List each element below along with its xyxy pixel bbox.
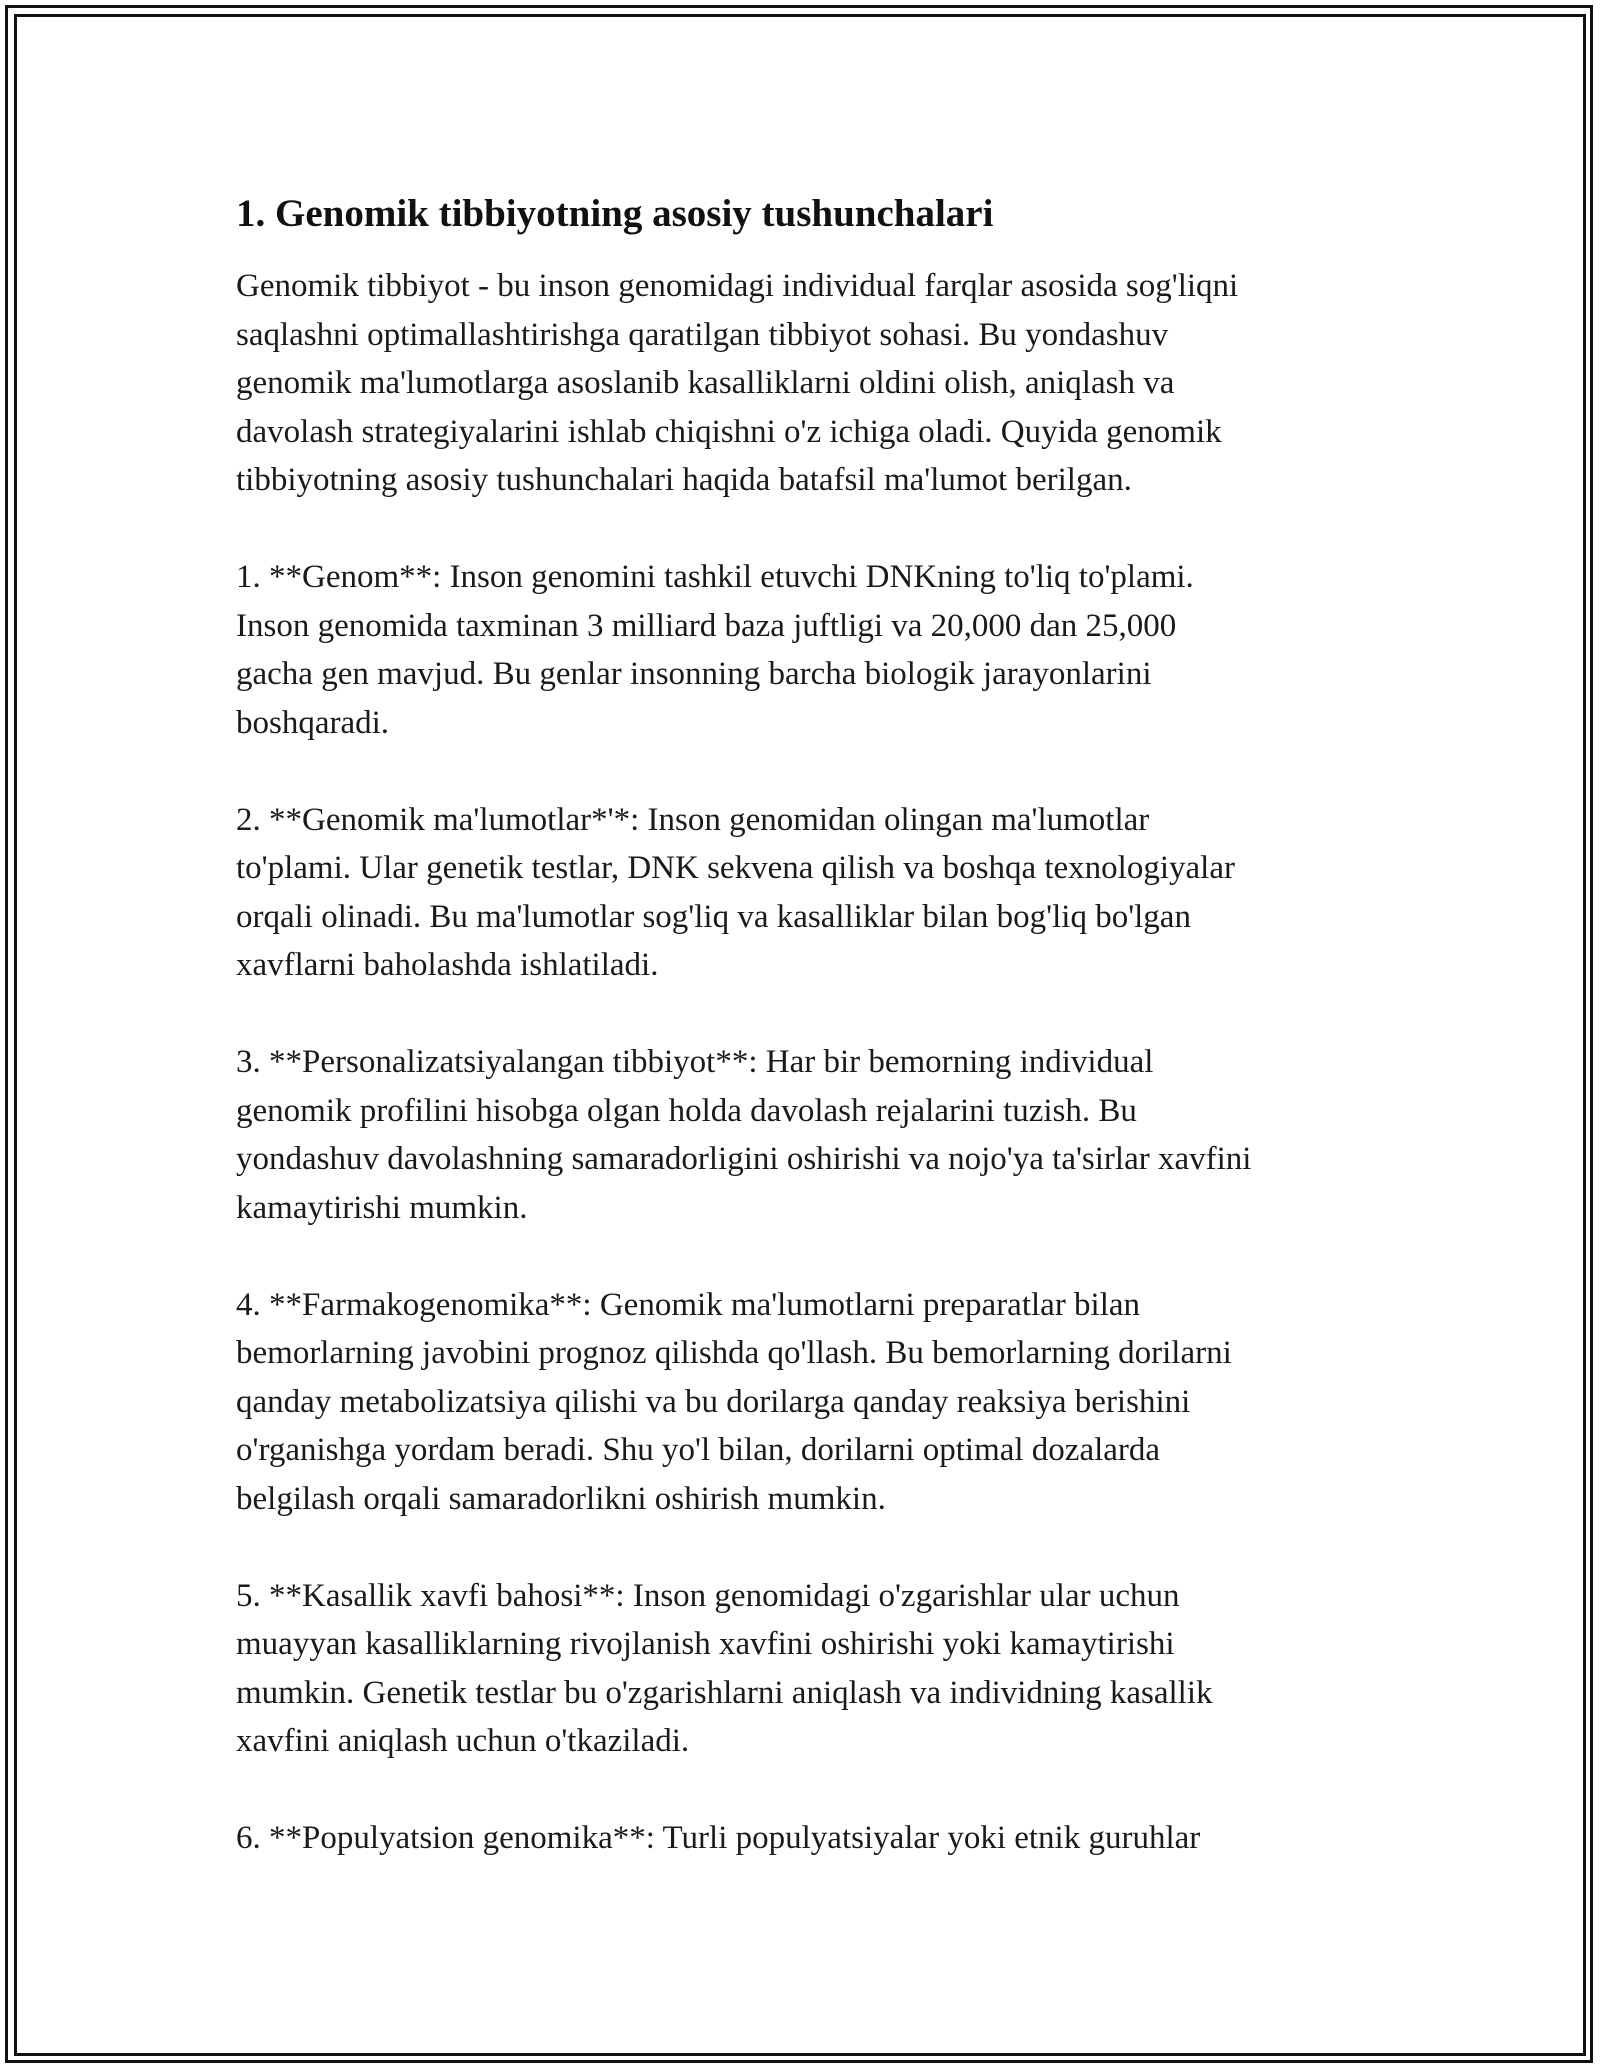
section-heading: 1. Genomik tibbiyotning asosiy tushunchalari [236,192,994,235]
document-body [236,186,1376,1911]
list-item-populyatsion-genomika: 6. **Populyatsion genomika**: Turli populyatsiyalar yoki etnik guruhlar [236,1820,1201,1856]
list-item-genomik-malumotlar: 2. **Genomik ma'lumotlar*'*: Inson genomidan olingan ma'lumotlar to'plami. Ular genetik testlar, DNK sekvena qilish va boshqa texnologiyalar orqali olinadi. Bu ma'lumotlar sog'liq va kasalliklar bilan bog'liq bo'lgan xavflarni baholashda ishlatiladi. [236,801,1235,983]
list-item-personalizatsiyalangan-tibbiyot: 3. **Personalizatsiyalangan tibbiyot**: Har bir bemorning individual genomik profilini hisobga olgan holda davolash rejalarini tuzish. Bu yondashuv davolashning samaradorligini oshirishi va nojo'ya ta'sirlar xavfini kamaytirishi mumkin. [236,1044,1252,1226]
list-item-genom: 1. **Genom**: Inson genomini tashkil etuvchi DNKning to'liq to'plami. Inson genomida taxminan 3 milliard baza juftligi va 20,000 dan 25,000 gacha gen mavjud. Bu genlar insonning barcha biologik jarayonlarini boshqaradi. [236,559,1194,741]
list-item-farmakogenomika: 4. **Farmakogenomika**: Genomik ma'lumotlarni preparatlar bilan bemorlarning javobini prognoz qilishda qo'llash. Bu bemorlarning dorilarni qanday metabolizatsiya qilishi va bu dorilarga qanday reaksiya berishini o'rganishga yordam beradi. Shu yo'l bilan, dorilarni optimal dozalarda belgilash orqali samaradorlikni oshirish mumkin. [236,1286,1232,1517]
list-item-kasallik-xavfi-bahosi: 5. **Kasallik xavfi bahosi**: Inson genomidagi o'zgarishlar ular uchun muayyan kasalliklarning rivojlanish xavfini oshirishi yoki kamaytirishi mumkin. Genetik testlar bu o'zgarishlarni aniqlash va individning kasallik xavfini aniqlash uchun o'tkaziladi. [236,1577,1213,1759]
intro-paragraph: Genomik tibbiyot - bu inson genomidagi individual farqlar asosida sog'liqni saqlashni optimallashtirishga qaratilgan tibbiyot sohasi. Bu yondashuv genomik ma'lumotlarga asoslanib kasalliklarni oldini olish, aniqlash va davolash strategiyalarini ishlab chiqishni o'z ichiga oladi. Quyida genomik tibbiyotning asosiy tushunchalari haqida batafsil ma'lumot berilgan. [236,268,1239,498]
